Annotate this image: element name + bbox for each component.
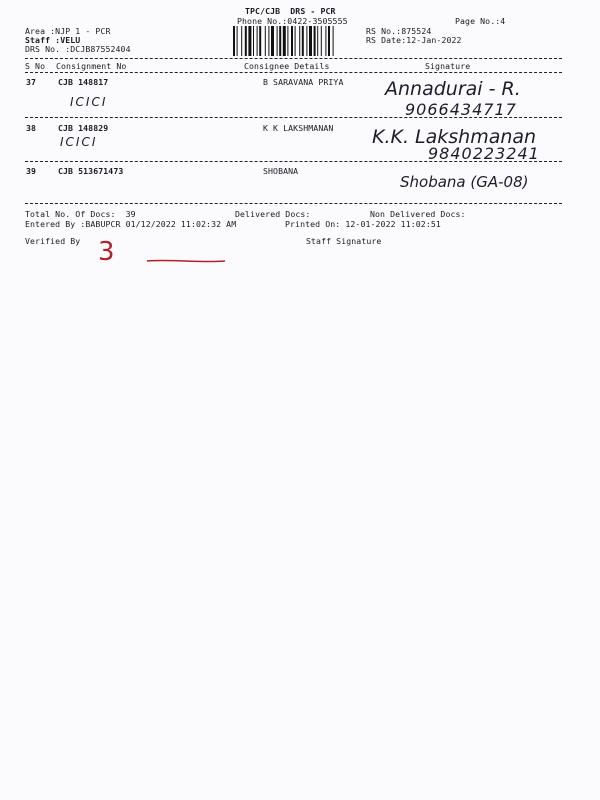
row-consignment: CJB 148829 xyxy=(58,123,109,133)
rs-number: RS No.:875524 xyxy=(366,26,432,36)
signature-phone: 9840223241 xyxy=(428,144,540,163)
staff-label: Staff :VELU xyxy=(25,35,81,45)
verified-underline xyxy=(145,256,227,266)
printed-on: Printed On: 12-01-2022 11:02:51 xyxy=(285,219,441,229)
phone-number: Phone No.:0422-3505555 xyxy=(237,16,348,26)
col-sno: S No xyxy=(25,61,46,71)
verified-by: Verified By xyxy=(25,236,81,246)
row-sno: 37 xyxy=(26,77,37,87)
verified-mark: 3 xyxy=(98,237,115,267)
row-divider xyxy=(25,117,562,118)
row-divider xyxy=(25,203,562,204)
row-consignment: CJB 148817 xyxy=(58,77,109,87)
row-note: ICICI xyxy=(60,135,98,149)
staff-signature: Staff Signature xyxy=(306,236,382,246)
delivered-docs: Delivered Docs: xyxy=(235,209,311,219)
col-consignee: Consignee Details xyxy=(244,61,330,71)
signature-name: Shobana (GA-08) xyxy=(400,173,529,191)
row-divider xyxy=(25,161,562,162)
total-docs: Total No. Of Docs: 39 xyxy=(25,209,136,219)
rs-date: RS Date:12-Jan-2022 xyxy=(366,35,462,45)
row-consignee: K K LAKSHMANAN xyxy=(263,123,334,133)
row-sno: 39 xyxy=(26,166,37,176)
report-title: TPC/CJB DRS - PCR xyxy=(245,6,336,16)
row-consignment: CJB 513671473 xyxy=(58,166,124,176)
header-divider-top xyxy=(25,58,562,59)
non-delivered-docs: Non Delivered Docs: xyxy=(370,209,466,219)
drs-number: DRS No. :DCJB87552404 xyxy=(25,44,131,54)
signature-name: Annadurai - R. xyxy=(385,78,521,100)
page-number: Page No.:4 xyxy=(455,16,506,26)
col-consignment: Consignment No xyxy=(56,61,127,71)
row-consignee: B SARAVANA PRIYA xyxy=(263,77,344,87)
signature-name: K.K. Lakshmanan xyxy=(372,126,537,148)
entered-by: Entered By :BABUPCR 01/12/2022 11:02:32 AM xyxy=(25,219,237,229)
row-sno: 38 xyxy=(26,123,37,133)
col-signature: Signature xyxy=(425,61,471,71)
row-note: ICICI xyxy=(70,95,108,109)
barcode-image xyxy=(233,26,357,56)
signature-phone: 9066434717 xyxy=(405,100,517,119)
row-consignee: SHOBANA xyxy=(263,166,299,176)
area-label: Area :NJP 1 - PCR xyxy=(25,26,111,36)
header-divider-bottom xyxy=(25,72,562,73)
